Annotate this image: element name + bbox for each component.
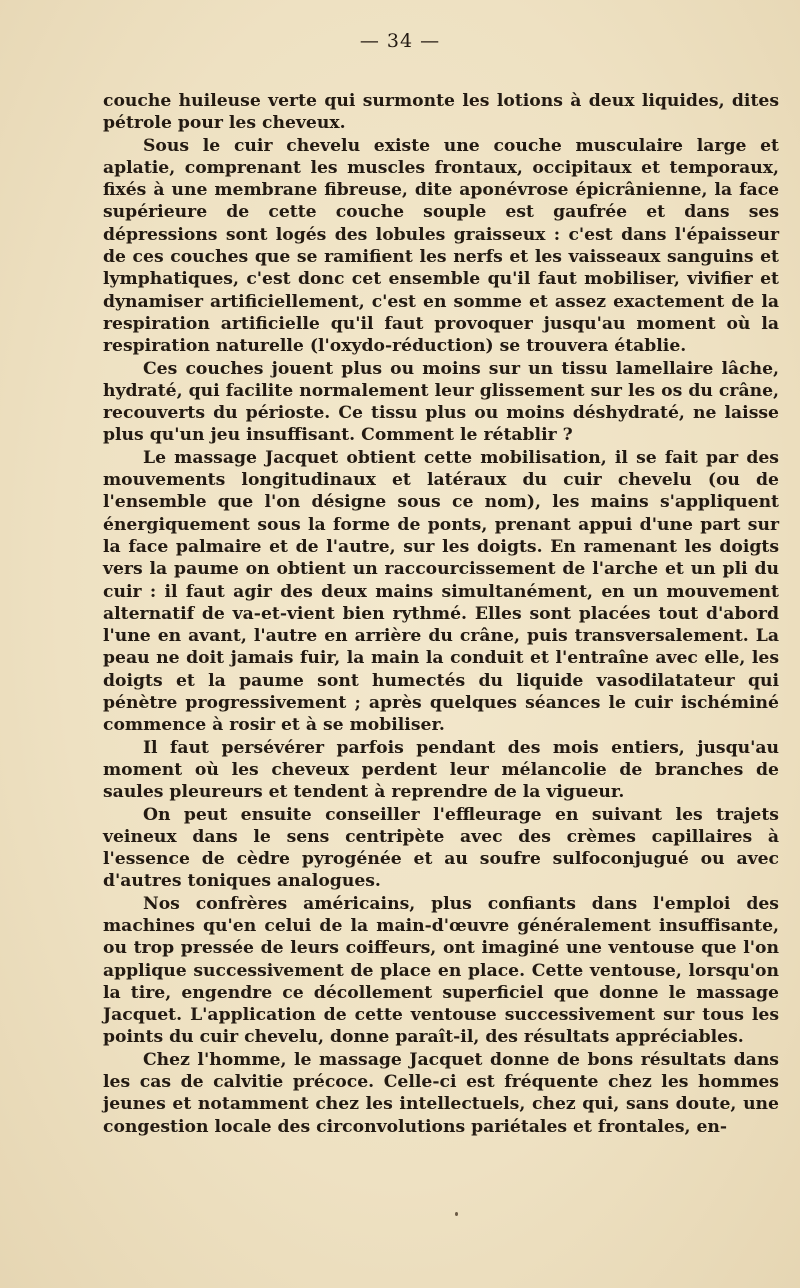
paragraph-7: Nos confrères américains, plus confiants dans l'emploi des machines qu'en celui de la main-d'œuvre généralement insuffisante, ou trop pressée de leurs coiffeurs, ont imaginé une ventouse que l'on applique successivement de place en place. Cette ventouse, lorsqu'on la tire, engendre ce décollement superficiel que donne le massage Jacquet. L'application de cette ventouse successivement sur tous les points du cuir chevelu, donne paraît-il, des résultats appréciables.	[103, 893, 779, 1048]
paragraph-3: Ces couches jouent plus ou moins sur un tissu lamellaire lâche, hydraté, qui facilite normalement leur glissement sur les os du crâne, recouverts du périoste. Ce tissu plus ou moins déshydraté, ne laisse plus qu'un jeu insuffisant. Comment le rétablir ?	[103, 358, 779, 446]
paragraph-6: On peut ensuite conseiller l'effleurage en suivant les trajets veineux dans le sens centripète avec des crèmes capillaires à l'essence de cèdre pyrogénée et au soufre sulfoconjugué ou avec d'autres toniques analogues.	[103, 804, 779, 892]
paragraph-5: Il faut persévérer parfois pendant des mois entiers, jusqu'au moment où les cheveux perdent leur mélancolie de branches de saules pleureurs et tendent à reprendre de la vigueur.	[103, 737, 779, 803]
paper-speck	[455, 1212, 458, 1216]
paragraph-1: couche huileuse verte qui surmonte les lotions à deux liquides, dites pétrole pour les cheveux.	[103, 91, 779, 134]
paragraph-2: Sous le cuir chevelu existe une couche musculaire large et aplatie, comprenant les muscles frontaux, occipitaux et temporaux, fixés à une membrane fibreuse, dite aponévrose épicrânienne, la face supérieure de cette couche souple est gaufrée et dans ses dépressions sont logés des lobules graisseux : c'est dans l'épaisseur de ces couches que se ramifient les nerfs et les vaisseaux sanguins et lymphatiques, c'est donc cet ensemble qu'il faut mobiliser, vivifier et dynamiser artificiellement, c'est en somme et assez exactement de la respiration artificielle qu'il faut provoquer jusqu'au moment où la respiration naturelle (l'oxydo-réduction) se trouvera établie.	[103, 135, 779, 357]
paragraph-4: Le massage Jacquet obtient cette mobilisation, il se fait par des mouvements longitudinaux et latéraux du cuir chevelu (ou de l'ensemble que l'on désigne sous ce nom), les mains s'appliquent énergiquement sous la forme de ponts, prenant appui d'une part sur la face palmaire et de l'autre, sur les doigts. En ramenant les doigts vers la paume on obtient un raccourcissement de l'arche et un pli du cuir : il faut agir des deux mains simultanément, en un mouvement alternatif de va-et-vient bien rythmé. Elles sont placées tout d'abord l'une en avant, l'autre en arrière du crâne, puis transversalement. La peau ne doit jamais fuir, la main la conduit et l'entraîne avec elle, les doigts et la paume sont humectés du liquide vasodilatateur qui pénètre progressivement ; après quelques séances le cuir ischéminé commence à rosir et à se mobiliser.	[103, 447, 779, 736]
body-text	[103, 90, 779, 1138]
page-number: — 34 —	[359, 30, 441, 52]
paragraph-8: Chez l'homme, le massage Jacquet donne de bons résultats dans les cas de calvitie précoce. Celle-ci est fréquente chez les hommes jeunes et notamment chez les intellectuels, chez qui, sans doute, une congestion locale des circonvolutions pariétales et frontales, en-	[103, 1049, 779, 1137]
